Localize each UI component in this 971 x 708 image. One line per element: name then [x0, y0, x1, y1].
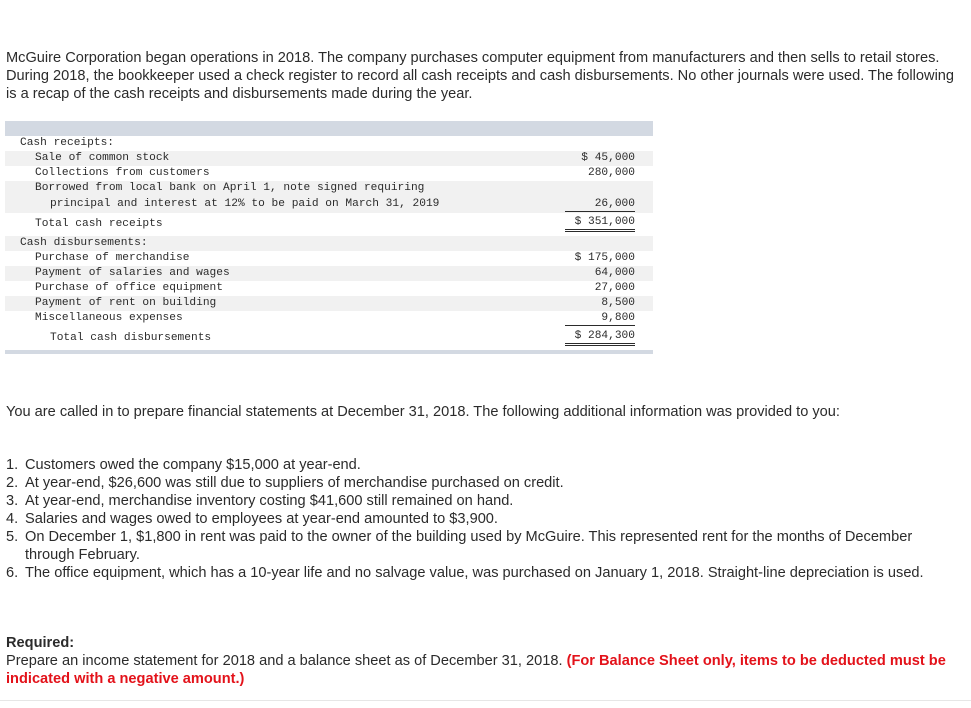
cash-recap-table — [5, 121, 653, 354]
table-row — [5, 216, 653, 233]
required-text: Prepare an income statement for 2018 and a balance sheet as of December 31, 2018. (For Balance Sheet only, items to be deducted must be indicated with a negative amount.) — [6, 653, 946, 687]
list-item: 5. On December 1, $1,800 in rent was paid to the owner of the building used by McGuire. This represented rent for the months of December through February. — [6, 529, 913, 563]
list-item: 1. Customers owed the company $15,000 at year-end. — [6, 457, 361, 473]
salaries-amount: 64,000 — [594, 267, 635, 279]
purchase-merchandise-amount: $ 175,000 — [574, 252, 635, 264]
misc-label: Miscellaneous expenses — [35, 312, 183, 324]
table-row — [5, 296, 653, 311]
office-equipment-label: Purchase of office equipment — [35, 282, 223, 294]
list-item: 6. The office equipment, which has a 10-year life and no salvage value, was purchased on January 1, 2018. Straight-line depreciation is used. — [6, 565, 924, 581]
total-receipts-amount: $ 351,000 — [565, 216, 635, 232]
intro-paragraph: McGuire Corporation began operations in 2018. The company purchases computer equipment from manufacturers and then sells to retail stores. During 2018, the bookkeeper used a check register to record all cash receipts and cash disbursements. No other journals were used. The following is a recap of the cash receipts and disbursements made during the year. — [6, 50, 955, 102]
table-row — [5, 266, 653, 281]
purchase-merchandise-label: Purchase of merchandise — [35, 252, 190, 264]
table-row — [5, 330, 653, 347]
table-header-band — [5, 121, 653, 136]
required-note: (For Balance Sheet only, items to be deducted must be indicated with a negative amount.) — [6, 653, 946, 687]
salaries-label: Payment of salaries and wages — [35, 267, 230, 279]
list-item: 3. At year-end, merchandise inventory costing $41,600 still remained on hand. — [6, 493, 514, 509]
borrowed-amount: 26,000 — [565, 197, 635, 212]
misc-amount: 9,800 — [565, 311, 635, 326]
collections-amount: 280,000 — [588, 167, 635, 179]
table-row — [5, 311, 653, 327]
rent-amount: 8,500 — [601, 297, 635, 309]
table-footer-band — [5, 350, 653, 354]
borrowed-label-line2: principal and interest at 12% to be paid on March 31, 2019 — [50, 198, 440, 210]
table-row — [5, 281, 653, 296]
total-disbursements-amount: $ 284,300 — [565, 330, 635, 346]
table-row — [5, 236, 653, 251]
additional-info-list — [6, 456, 956, 582]
list-item: 4. Salaries and wages owed to employees at year-end amounted to $3,900. — [6, 511, 498, 527]
table-row — [5, 181, 653, 196]
table-row — [5, 196, 653, 213]
table-row — [5, 166, 653, 181]
disbursements-heading: Cash disbursements: — [20, 237, 148, 249]
sale-stock-label: Sale of common stock — [35, 152, 170, 164]
table-row — [5, 151, 653, 166]
list-item: 2. At year-end, $26,600 was still due to suppliers of merchandise purchased on credit. — [6, 475, 564, 491]
called-paragraph: You are called in to prepare financial statements at December 31, 2018. The following additional information was provided to you: — [6, 404, 840, 420]
collections-label: Collections from customers — [35, 167, 210, 179]
required-heading: Required: — [6, 635, 75, 651]
rent-label: Payment of rent on building — [35, 297, 217, 309]
table-row — [5, 251, 653, 266]
receipts-heading: Cash receipts: — [20, 137, 114, 149]
borrowed-label-line1: Borrowed from local bank on April 1, note signed requiring — [35, 182, 425, 194]
total-receipts-label: Total cash receipts — [35, 218, 163, 230]
sale-stock-amount: $ 45,000 — [581, 152, 635, 164]
total-disbursements-label: Total cash disbursements — [50, 332, 212, 344]
office-equipment-amount: 27,000 — [594, 282, 635, 294]
table-row — [5, 136, 653, 151]
required-section — [6, 634, 956, 688]
divider — [0, 700, 971, 701]
